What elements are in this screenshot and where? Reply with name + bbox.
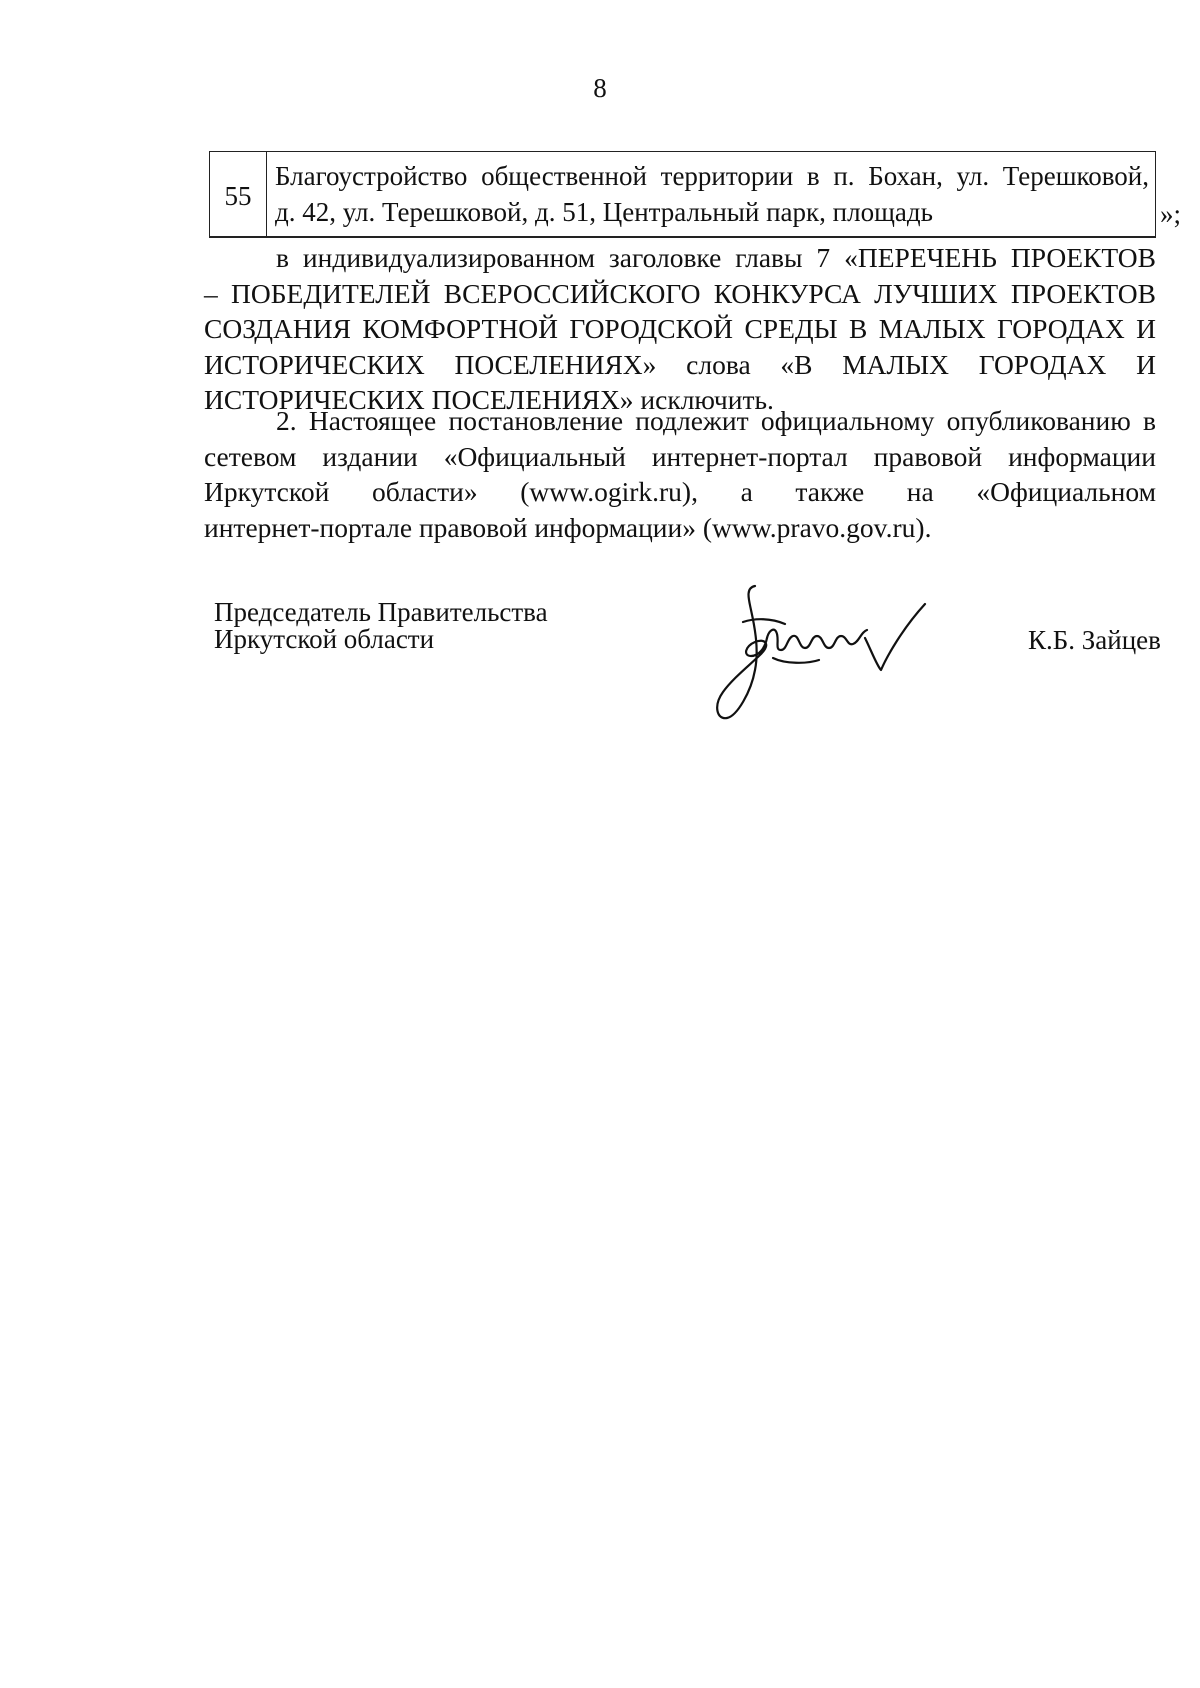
row-description-line-2: д. 42, ул. Терешковой, д. 51, Центральный парк, площадь xyxy=(275,197,933,227)
signer-title xyxy=(214,599,548,653)
paragraph-line: 2. Настоящее постановление подлежит официальному опубликованию в xyxy=(276,405,1156,436)
closing-quote: »; xyxy=(1160,199,1182,229)
paragraph-line: сетевом издании «Официальный интернет-портал правовой информации xyxy=(204,440,1156,472)
table-row xyxy=(209,151,1156,238)
paragraph-line: – ПОБЕДИТЕЛЕЙ ВСЕРОССИЙСКОГО КОНКУРСА ЛУЧШИХ ПРОЕКТОВ xyxy=(204,277,1156,309)
paragraph-line: интернет-портале правовой информации» (www.pravo.gov.ru). xyxy=(204,511,932,543)
paragraph-line: ИСТОРИЧЕСКИХ ПОСЕЛЕНИЯХ» исключить. xyxy=(204,384,774,415)
row-description-cell xyxy=(267,152,1155,236)
row-number-cell: 55 xyxy=(210,152,267,236)
signer-name: К.Б. Зайцев xyxy=(1028,625,1161,655)
signer-title-line-1: Председатель Правительства xyxy=(214,597,548,627)
paragraph-line: Иркутской области» (www.ogirk.ru), а также на «Официальном xyxy=(204,476,1156,507)
signer-title-line-2: Иркутской области xyxy=(214,624,435,654)
paragraph-publication xyxy=(204,403,1156,545)
page-number: 8 xyxy=(593,73,607,103)
paragraph-amendment-heading xyxy=(204,240,1156,418)
row-description-line-1: Благоустройство общественной территории в п. Бохан, ул. Терешковой, xyxy=(275,161,1149,191)
paragraph-line: в индивидуализированном заголовке главы 7 «ПЕРЕЧЕНЬ ПРОЕКТОВ xyxy=(276,242,1156,273)
paragraph-line: ИСТОРИЧЕСКИХ ПОСЕЛЕНИЯХ» слова «В МАЛЫХ ГОРОДАХ И xyxy=(204,348,1156,380)
handwritten-signature xyxy=(715,580,995,740)
paragraph-line: СОЗДАНИЯ КОМФОРТНОЙ ГОРОДСКОЙ СРЕДЫ В МАЛЫХ ГОРОДАХ И xyxy=(204,313,1156,344)
